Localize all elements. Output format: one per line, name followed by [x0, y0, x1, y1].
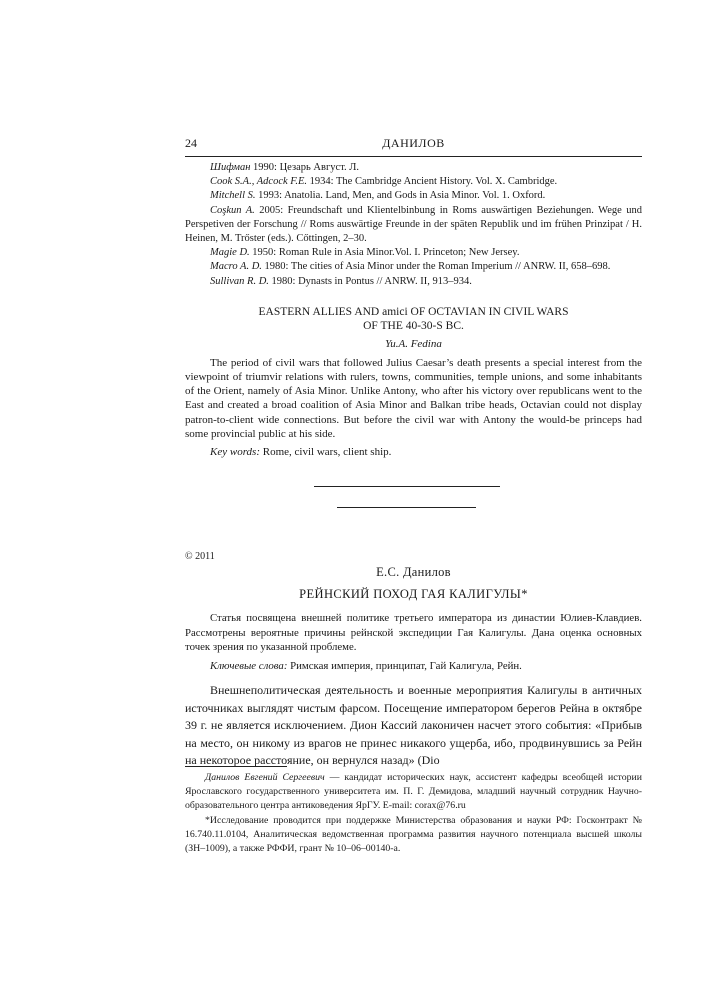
reference-author: Mitchell S.	[210, 190, 256, 202]
reference-author: Sullivan R. D.	[210, 275, 269, 287]
copyright: © 2011	[185, 551, 215, 562]
reference-text: 1980: The cities of Asia Minor under the Roman Imperium // ANRW. II, 658–698.	[261, 261, 611, 273]
reference-author: Шифман	[210, 162, 251, 173]
running-title: ДАНИЛОВ	[382, 136, 445, 150]
separator-line	[314, 486, 500, 487]
reference-text: 1950: Roman Rule in Asia Minor.Vol. I. Princeton; New Jersey.	[249, 247, 520, 259]
reference-item	[185, 175, 642, 189]
article-body	[185, 682, 642, 770]
reference-item	[185, 161, 642, 175]
english-abstract	[185, 356, 642, 459]
reference-item	[185, 246, 642, 260]
reference-author: Cook S.A., Adcock F.E.	[210, 176, 308, 188]
english-abstract-title	[185, 305, 642, 334]
reference-item	[185, 204, 642, 247]
reference-author: Coşkun A.	[210, 204, 255, 216]
reference-item	[185, 189, 642, 203]
reference-text: 1934: The Cambridge Ancient History. Vol. X. Cambridge.	[307, 176, 558, 188]
reference-text: 1980: Dynasts in Pontus // ANRW. II, 913–934.	[268, 275, 472, 287]
header-rule	[185, 156, 642, 157]
article-abstract-text: Статья посвящена внешней политике третьего императора из династии Юлиев-Клавдиев. Рассмотрены вероятные причины рейнской экспедиции Гая Калигулы. Дана оценка основных точек зрения по указанной проблеме.	[185, 612, 642, 654]
footnote-author-name: Данилов Евгений Сергеевич	[205, 772, 325, 783]
page-number: 24	[185, 136, 197, 150]
reference-text: 1990: Цезарь Август. Л.	[250, 162, 359, 173]
english-abstract-text: The period of civil wars that followed Julius Caesar’s death presents a special interest from the viewpoint of triumvir relations with rulers, towns, communities, temple unions, and some inhabitants of the Orient, namely of Asia Minor. Unlike Antony, who after his victory over republicans went to the East and created a broad coalition of Asia Minor and Balkan tribe heads, Octavian could not display patron-to-client wide connections. But before the civil war with Antony the would-be princeps had some provincial public at his side.	[185, 356, 642, 440]
footnotes	[185, 771, 642, 856]
reference-item	[185, 275, 642, 289]
keywords-label: Ключевые слова:	[210, 659, 288, 672]
english-abstract-author: Yu.A. Fedina	[385, 337, 442, 350]
keywords-label: Key words:	[210, 446, 261, 459]
page-content	[185, 136, 642, 508]
article-keywords	[185, 659, 642, 674]
keywords-text: Римская империя, принципат, Гай Калигула, Рейн.	[287, 659, 522, 672]
article-abstract	[185, 611, 642, 673]
footnote-rule	[185, 766, 287, 767]
reference-item	[185, 260, 642, 274]
reference-author: Magie D.	[210, 247, 250, 259]
reference-author: Macro A. D.	[210, 261, 262, 273]
reference-text: 2005: Freundschaft und Klientelbinbung in Roms auswärtigen Beziehungen. Wege und Perspetiven der Forschung // Roms auswärtige Freunde in der späten Republik und im frühen Prinzipat / H. Heinen, M. Trőster (eds.). Cőttingen, 2–30.	[185, 204, 642, 245]
separator-line	[337, 507, 476, 508]
article-author: Е.С. Данилов	[376, 565, 451, 579]
reference-list	[185, 161, 642, 289]
running-header	[185, 136, 642, 154]
footnote-funding: *Исследование проводится при поддержке Министерства образования и науки РФ: Госконтракт № 16.740.11.0104, Аналитическая ведомственная программа развития научного потенциала высшей школы (ЗН–1009), а также РФФИ, грант № 10–06–00140-а.	[185, 814, 642, 855]
body-paragraph: Внешнеполитическая деятельность и военные мероприятия Калигулы в античных источниках выглядят чистым фарсом. Посещение императором берегов Рейна в октябре 39 г. не является исключением. Дион Кассий лаконичен насчет этого события: «Прибыв на место, он никому из врагов не принес никакого ущерба, ибо, продвинувшись за Рейн на некоторое расстояние, он вернулся назад» (Dio	[185, 683, 642, 768]
footnote-author-info: — кандидат исторических наук, ассистент кафедры всеобщей истории Ярославского государственного университета им. П. Г. Демидова, младший научный сотрудник Научно-образовательного центра антиковедения ЯрГУ. E-mail: corax@76.ru	[185, 772, 642, 812]
keywords-text: Rome, civil wars, client ship.	[260, 446, 392, 459]
reference-text: 1993: Anatolia. Land, Men, and Gods in Asia Minor. Vol. 1. Oxford.	[255, 190, 546, 202]
english-keywords	[185, 445, 642, 459]
footnote-author	[185, 771, 642, 814]
article-title: РЕЙНСКИЙ ПОХОД ГАЯ КАЛИГУЛЫ*	[299, 587, 528, 601]
english-title-line: EASTERN ALLIES AND amici OF OCTAVIAN IN CIVIL WARS	[258, 305, 569, 318]
english-title-line: OF THE 40-30-S BC.	[363, 320, 464, 333]
